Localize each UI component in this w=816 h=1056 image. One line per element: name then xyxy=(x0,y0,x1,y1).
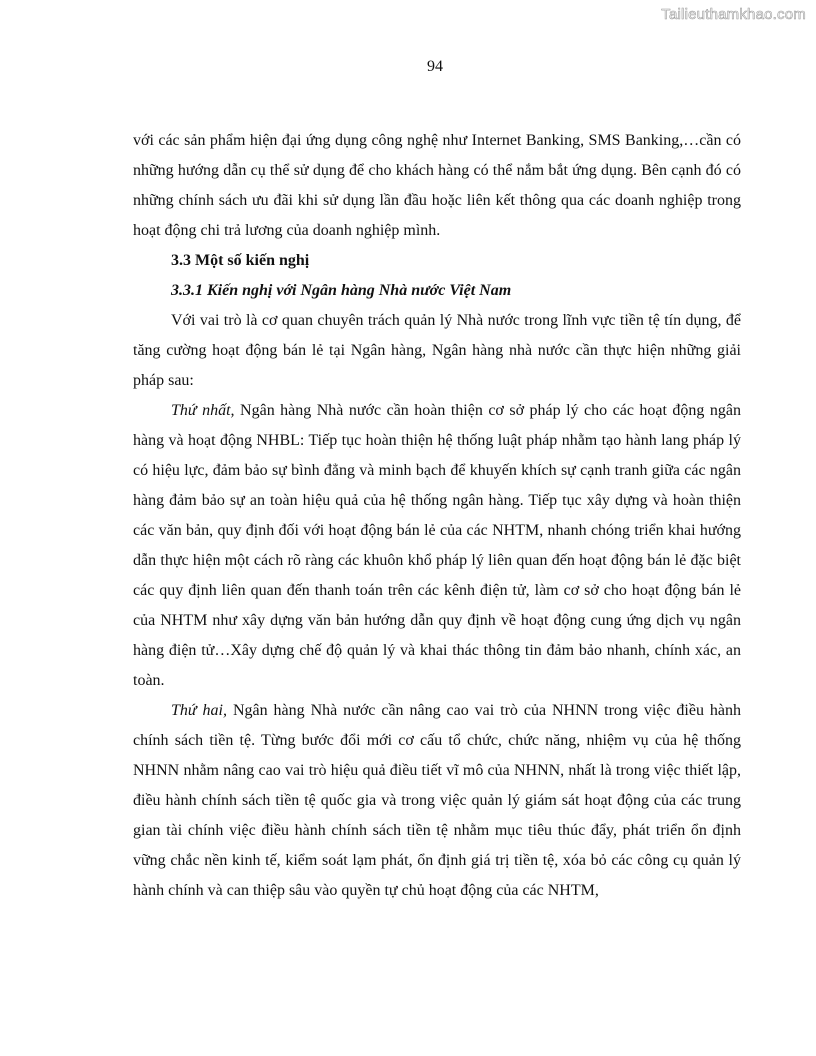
section-heading: 3.3 Một số kiến nghị xyxy=(171,252,310,269)
paragraph-first-point xyxy=(133,396,741,696)
first-point-lead: Thứ nhất, xyxy=(171,402,235,419)
paragraph-continued: với các sản phẩm hiện đại ứng dụng công nghệ như Internet Banking, SMS Banking,…cần có những hướng dẫn cụ thể sử dụng để cho khách hàng có thể nắm bắt ứng dụng. Bên cạnh đó có những chính sách ưu đãi khi sử dụng lần đầu hoặc liên kết thông qua các doanh nghiệp trong hoạt động chi trả lương của doanh nghiệp mình. xyxy=(133,132,741,239)
paragraph-intro: Với vai trò là cơ quan chuyên trách quản lý Nhà nước trong lĩnh vực tiền tệ tín dụng, để tăng cường hoạt động bán lẻ tại Ngân hàng, Ngân hàng nhà nước cần thực hiện những giải pháp sau: xyxy=(133,312,741,389)
document-body xyxy=(133,126,741,906)
page-number: 94 xyxy=(427,58,443,75)
second-point-text: Ngân hàng Nhà nước cần nâng cao vai trò của NHNN trong việc điều hành chính sách tiền tệ. Từng bước đổi mới cơ cấu tổ chức, chức năng, nhiệm vụ của hệ thống NHNN nhằm nâng cao vai trò hiệu quả điều tiết vĩ mô của NHNN, nhất là trong việc thiết lập, điều hành chính sách tiền tệ quốc gia và trong việc quản lý giám sát hoạt động của các trung gian tài chính việc điều hành chính sách tiền tệ nhằm mục tiêu thúc đẩy, phát triển ổn định vững chắc nền kinh tế, kiểm soát lạm phát, ổn định giá trị tiền tệ, xóa bỏ các công cụ quản lý hành chính và can thiệp sâu vào quyền tự chủ hoạt động của các NHTM, xyxy=(133,702,742,899)
second-point-lead: Thứ hai, xyxy=(171,702,228,719)
paragraph-second-point xyxy=(133,696,741,906)
watermark-text: Tailieuthamkhao.com xyxy=(661,6,806,23)
first-point-text: Ngân hàng Nhà nước cần hoàn thiện cơ sở pháp lý cho các hoạt động ngân hàng và hoạt động NHBL: Tiếp tục hoàn thiện hệ thống luật pháp nhằm tạo hành lang pháp lý có hiệu lực, đảm bảo sự bình đẳng và minh bạch để khuyến khích sự cạnh tranh giữa các ngân hàng đảm bảo sự an toàn hiệu quả của hệ thống ngân hàng. Tiếp tục xây dựng và hoàn thiện các văn bản, quy định đối với hoạt động bán lẻ của các NHTM, nhanh chóng triển khai hướng dẫn thực hiện một cách rõ ràng các khuôn khổ pháp lý liên quan đến hoạt động bán lẻ đặc biệt các quy định liên quan đến thanh toán trên các kênh điện tử, làm cơ sở cho hoạt động bán lẻ của NHTM như xây dựng văn bản hướng dẫn quy định về hoạt động cung ứng dịch vụ ngân hàng điện tử…Xây dựng chế độ quản lý và khai thác thông tin đảm bảo nhanh, chính xác, an toàn. xyxy=(133,402,742,689)
subsection-heading: 3.3.1 Kiến nghị với Ngân hàng Nhà nước Việt Nam xyxy=(171,282,512,299)
